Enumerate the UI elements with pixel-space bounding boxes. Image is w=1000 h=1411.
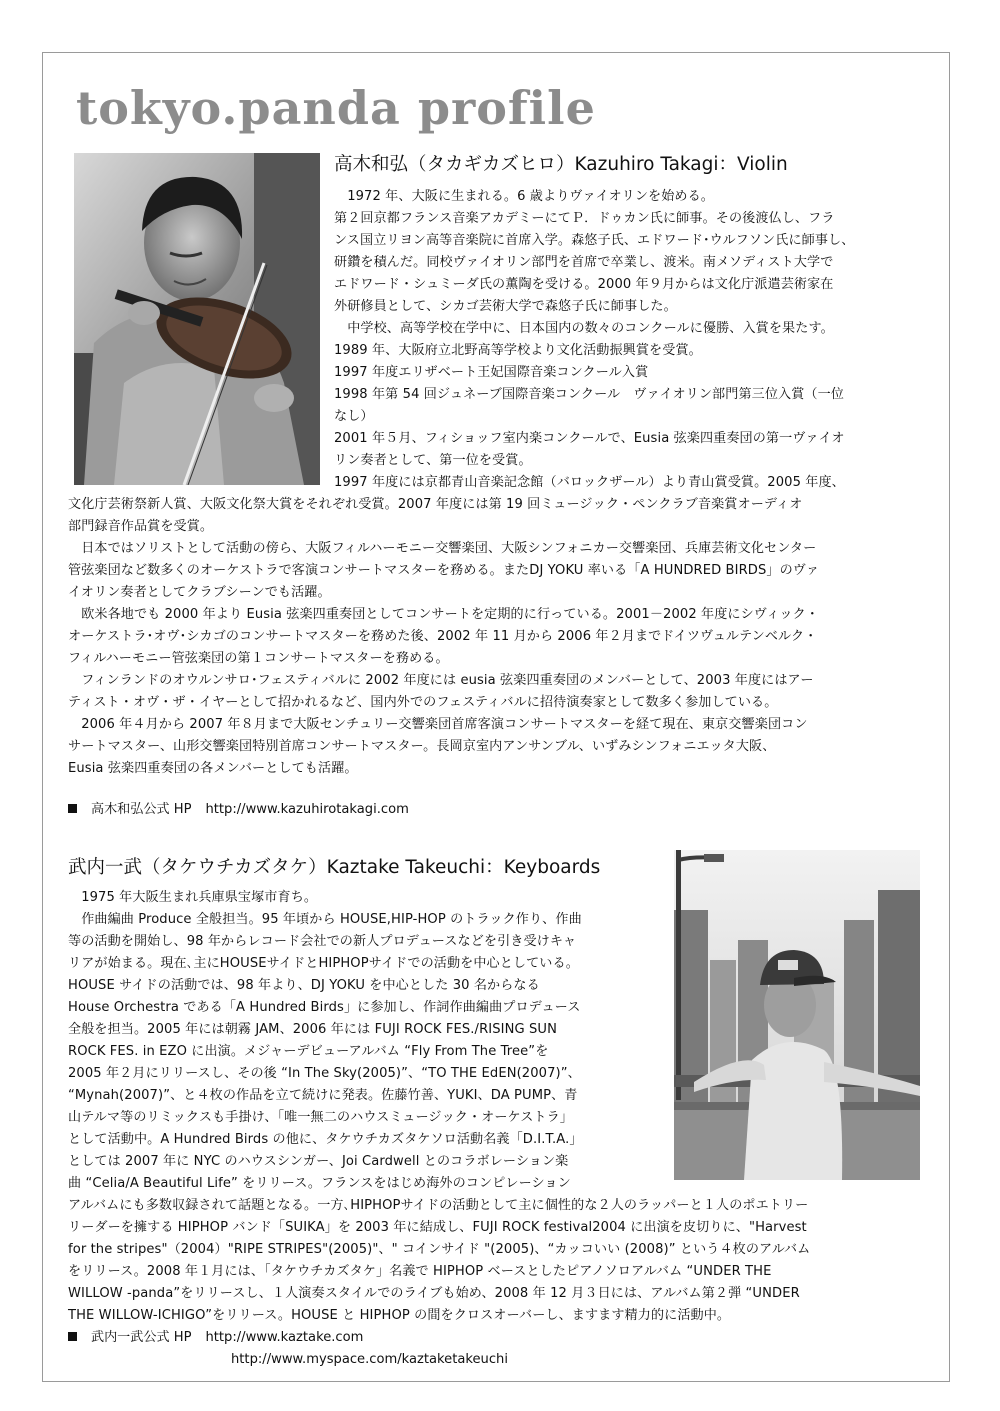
takagi-bio-line: 1997 年度エリザベート王妃国際音楽コンクール入賞 — [334, 365, 649, 380]
takeuchi-bio-line: 全般を担当。2005 年には朝霧 JAM、2006 年には FUJI ROCK FES./RISING SUN — [68, 1022, 557, 1037]
takeuchi-bio-line: ROCK FES. in EZO に出演。メジャーデビューアルバム “Fly From The Tree”を — [68, 1044, 549, 1059]
takeuchi-bio-line: をリリース。2008 年１月には、「タケウチカズタケ」名義で HIPHOP ベースとしたピアノソロアルバム “UNDER THE — [68, 1264, 772, 1279]
takagi-bio-line: 2001 年５月、フィショッフ室内楽コンクールで、Eusia 弦楽四重奏団の第一ヴァイオ — [334, 431, 845, 446]
takeuchi-bio-line: 等の活動を開始し、98 年からレコード会社での新人プロデュースなどを引き受けキャ — [68, 934, 577, 949]
takagi-bio-line: サートマスター、山形交響楽団特別首席コンサートマスター。長岡京室内アンサンブル、いずみシンフォニエッタ大阪、 — [68, 739, 776, 754]
takeuchi-bio-line: 1975 年大阪生まれ兵庫県宝塚市育ち。 — [68, 890, 318, 905]
takeuchi-bio-line: THE WILLOW-ICHIGO”をリリース。HOUSE と HIPHOP の間をクロスオーバーし、ますます精力的に活動中。 — [68, 1308, 731, 1323]
takagi-bio-line: 文化庁芸術祭新人賞、大阪文化祭大賞をそれぞれ受賞。2007 年度には第 19 回ミュージック・ペンクラブ音楽賞オーディオ — [68, 497, 803, 512]
takagi-bio-line: 中学校、高等学校在学中に、日本国内の数々のコンクールに優勝、入賞を果たす。 — [334, 321, 834, 336]
keyboardist-photo — [674, 850, 920, 1180]
bullet-square-icon — [68, 1332, 77, 1341]
page-title: tokyo.panda profile — [76, 81, 596, 135]
takagi-bio-line: なし） — [334, 409, 374, 424]
takagi-bio-line: Eusia 弦楽四重奏団の各メンバーとしても活躍。 — [68, 761, 358, 776]
takeuchi-bio-line: WILLOW -panda”をリリースし、１人演奏スタイルでのライブも始め、2008 年 12 月３日には、アルバム第２弾 “UNDER — [68, 1286, 800, 1301]
takagi-bio-line: 部門録音作品賞を受賞。 — [68, 519, 214, 534]
violinist-photo — [74, 153, 320, 485]
takagi-bio-line: 1989 年、大阪府立北野高等学校より文化活動振興賞を受賞。 — [334, 343, 702, 358]
takeuchi-heading: 武内一武（タケウチカズタケ）Kaztake Takeuchi：Keyboards — [68, 857, 601, 878]
takagi-bio-line: 日本ではソリストとして活動の傍ら、大阪フィルハーモニー交響楽団、大阪シンフォニカー交響楽団、兵庫芸術文化センター — [68, 541, 817, 556]
takeuchi-hp-link[interactable]: http://www.kaztake.com — [205, 1330, 364, 1345]
takeuchi-bio-line: 曲 “Celia/A Beautiful Life” をリリース。フランスをはじめ海外のコンピレーション — [68, 1176, 571, 1191]
takeuchi-bio-line: 2005 年２月にリリースし、その後 “In The Sky(2005)”、“TO THE EdEN(2007)”、 — [68, 1066, 581, 1081]
takagi-bio-line: 第２回京都フランス音楽アカデミーにてＰ．ドゥカン氏に師事。その後渡仏し、フラ — [334, 211, 835, 226]
takagi-bio-line: 1972 年、大阪に生まれる。6 歳よりヴァイオリンを始める。 — [334, 189, 714, 204]
takeuchi-bio-line: として活動中。A Hundred Birds の他に、タケウチカズタケソロ活動名義「D.I.T.A.」 — [68, 1132, 583, 1147]
takagi-bio-line: フィルハーモニー管弦楽団の第１コンサートマスターを務める。 — [68, 651, 449, 666]
bullet-square-icon — [68, 804, 77, 813]
takeuchi-bio-line: for the stripes"（2004）"RIPE STRIPES"(2005)"、" コインサイド "(2005)、“カッコいい (2008)” という４枚のアルバム — [68, 1242, 811, 1257]
takeuchi-homepage-line — [68, 1328, 363, 1348]
takeuchi-bio-line: “Mynah(2007)”、と４枚の作品を立て続けに発表。佐藤竹善、YUKI、DA PUMP、青 — [68, 1088, 578, 1103]
takagi-hp-label: 高木和弘公式 HP — [91, 802, 192, 817]
takagi-bio-line: 欧米各地でも 2000 年より Eusia 弦楽四重奏団としてコンサートを定期的に行っている。2001－2002 年度にシヴィック・ — [68, 607, 819, 622]
takeuchi-bio-line: としては 2007 年に NYC のハウスシンガー、Joi Cardwell とのコラボレーション楽 — [68, 1154, 569, 1169]
takeuchi-bio-line: 山テルマ等のリミックスも手掛け、「唯一無二のハウスミュージック・オーケストラ」 — [68, 1110, 573, 1125]
takagi-hp-link[interactable]: http://www.kazuhirotakagi.com — [205, 802, 409, 817]
takagi-bio-line: 管弦楽団など数多くのオーケストラで客演コンサートマスターを務める。またDJ YOKU 率いる「A HUNDRED BIRDS」のヴァ — [68, 563, 820, 578]
takeuchi-bio-line: HOUSE サイドの活動では、98 年より、DJ YOKU を中心とした 30 名からなる — [68, 978, 540, 993]
takeuchi-bio-line: リーダーを擁する HIPHOP バンド「SUIKA」を 2003 年に結成し、FUJI ROCK festival2004 に出演を皮切りに、"Harvest — [68, 1220, 807, 1235]
takagi-bio-line: ティスト・オヴ・ザ・イヤーとして招かれるなど、国内外でのフェスティバルに招待演奏家として数多く参加している。 — [68, 695, 778, 710]
takeuchi-hp-label: 武内一武公式 HP — [91, 1330, 192, 1345]
takagi-bio-line: 2006 年４月から 2007 年８月まで大阪センチュリー交響楽団首席客演コンサートマスターを経て現在、東京交響楽団コン — [68, 717, 808, 732]
takagi-bio-line: 外研修員として、シカゴ芸術大学で森悠子氏に師事した。 — [334, 299, 677, 314]
takagi-bio-line: フィンランドのオウルンサロ･フェスティバルに 2002 年度には eusia 弦楽四重奏団のメンバーとして、2003 年度にはアー — [68, 673, 814, 688]
takagi-bio-line: イオリン奏者としてクラブシーンでも活躍。 — [68, 585, 331, 600]
takeuchi-bio-line: アルバムにも多数収録されて話題となる。一方､HIPHOPサイドの活動として主に個性的な２人のラッパーと１人のポエトリー — [68, 1198, 809, 1213]
takagi-bio-line: 研鑽を積んだ。同校ヴァイオリン部門を首席で卒業し、渡米。南メソディスト大学で — [334, 255, 834, 270]
takeuchi-bio-line: House Orchestra である「A Hundred Birds」に参加し、作詞作曲編曲プロデュース — [68, 1000, 581, 1015]
takeuchi-bio-line: 作曲編曲 Produce 全般担当。95 年頃から HOUSE,HIP-HOP のトラック作り、作曲 — [68, 912, 582, 927]
takagi-bio-line: 1997 年度には京都青山音楽記念館（バロックザール）より青山賞受賞。2005 年度、 — [334, 475, 845, 490]
takeuchi-myspace-link[interactable]: http://www.myspace.com/kaztaketakeuchi — [231, 1352, 508, 1367]
takagi-bio-line: オーケストラ･オヴ･シカゴのコンサートマスターを務めた後、2002 年 11 月から 2006 年２月までドイツヴュルテンベルク・ — [68, 629, 818, 644]
takagi-bio-line: ンス国立リヨン高等音楽院に首席入学。森悠子氏、エドワード･ウルフソン氏に師事し、 — [334, 233, 855, 248]
takagi-homepage-line — [68, 800, 409, 820]
takagi-bio-line: エドワード・シュミーダ氏の薫陶を受ける。2000 年９月からは文化庁派遣芸術家在 — [334, 277, 834, 292]
takagi-bio-line: 1998 年第 54 回ジュネーブ国際音楽コンクール ヴァイオリン部門第三位入賞（一位 — [334, 387, 844, 402]
takagi-heading: 高木和弘（タカギカズヒロ）Kazuhiro Takagi：Violin — [334, 154, 788, 175]
takeuchi-bio-line: リアが始まる。現在､主にHOUSEサイドとHIPHOPサイドでの活動を中心としている。 — [68, 956, 579, 971]
takagi-bio-line: リン奏者として、第一位を受賞。 — [334, 453, 532, 468]
